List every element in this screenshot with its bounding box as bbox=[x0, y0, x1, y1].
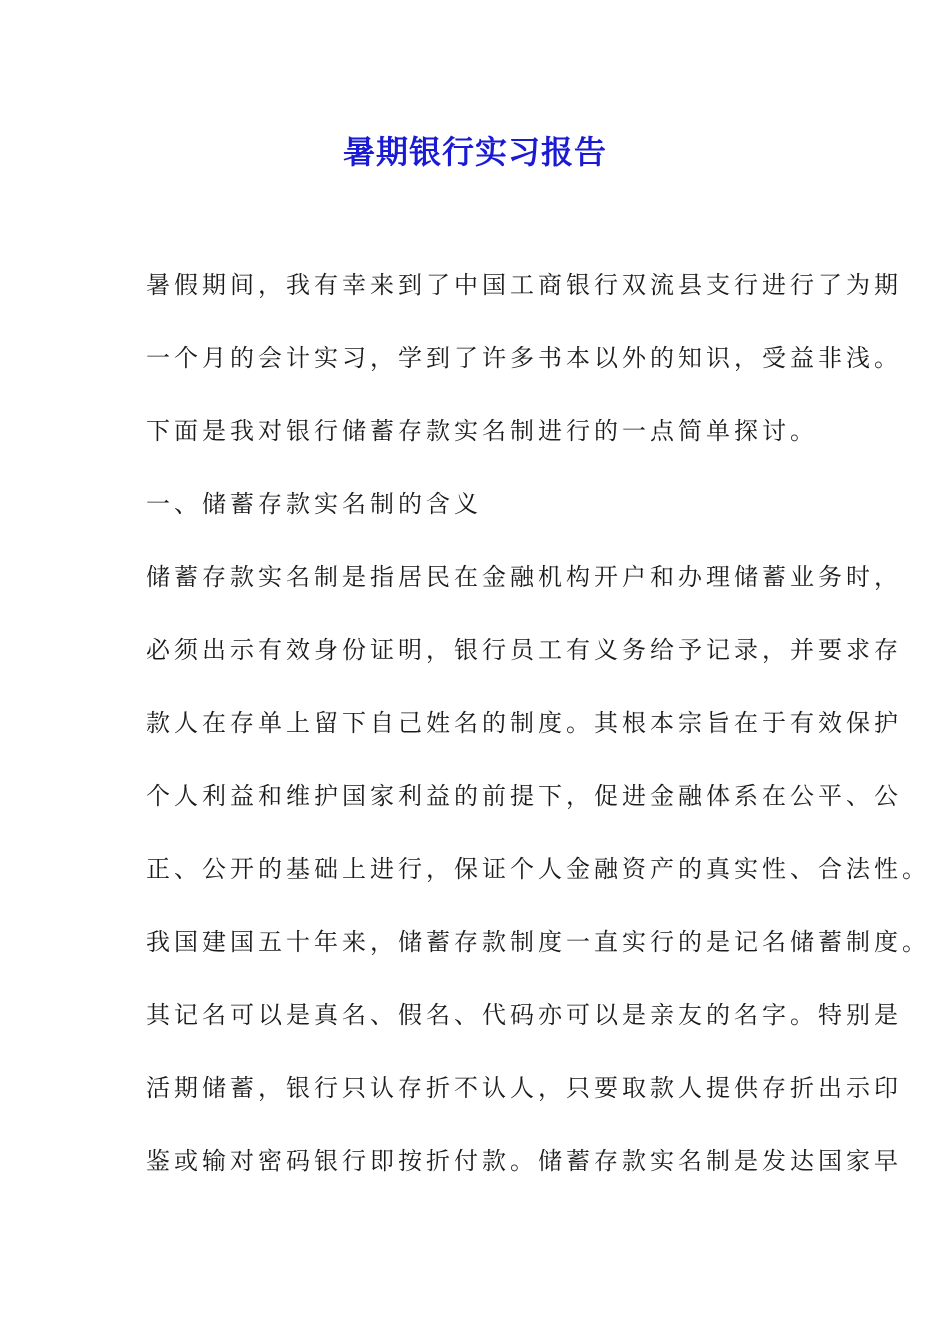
body-line: 正、公开的基础上进行，保证个人金融资产的真实性、合法性。 bbox=[146, 855, 930, 883]
body-line: 鉴或输对密码银行即按折付款。储蓄存款实名制是发达国家早 bbox=[146, 1147, 902, 1175]
body-line: 活期储蓄，银行只认存折不认人，只要取款人提供存折出示印 bbox=[146, 1074, 902, 1102]
body-line: 必须出示有效身份证明，银行员工有义务给予记录，并要求存 bbox=[146, 636, 902, 664]
body-line: 暑假期间，我有幸来到了中国工商银行双流县支行进行了为期 bbox=[146, 271, 902, 299]
body-line: 款人在存单上留下自己姓名的制度。其根本宗旨在于有效保护 bbox=[146, 709, 902, 737]
body-line: 我国建国五十年来，储蓄存款制度一直实行的是记名储蓄制度。 bbox=[146, 928, 930, 956]
section-heading: 一、储蓄存款实名制的含义 bbox=[146, 490, 482, 518]
document-title: 暑期银行实习报告 bbox=[342, 133, 607, 171]
body-line: 一个月的会计实习，学到了许多书本以外的知识，受益非浅。 bbox=[146, 344, 902, 372]
body-line: 储蓄存款实名制是指居民在金融机构开户和办理储蓄业务时， bbox=[146, 563, 902, 591]
body-line: 其记名可以是真名、假名、代码亦可以是亲友的名字。特别是 bbox=[146, 1001, 902, 1029]
document-body bbox=[146, 262, 930, 1211]
body-line: 下面是我对银行储蓄存款实名制进行的一点简单探讨。 bbox=[146, 417, 818, 445]
body-line: 个人利益和维护国家利益的前提下，促进金融体系在公平、公 bbox=[146, 782, 902, 810]
